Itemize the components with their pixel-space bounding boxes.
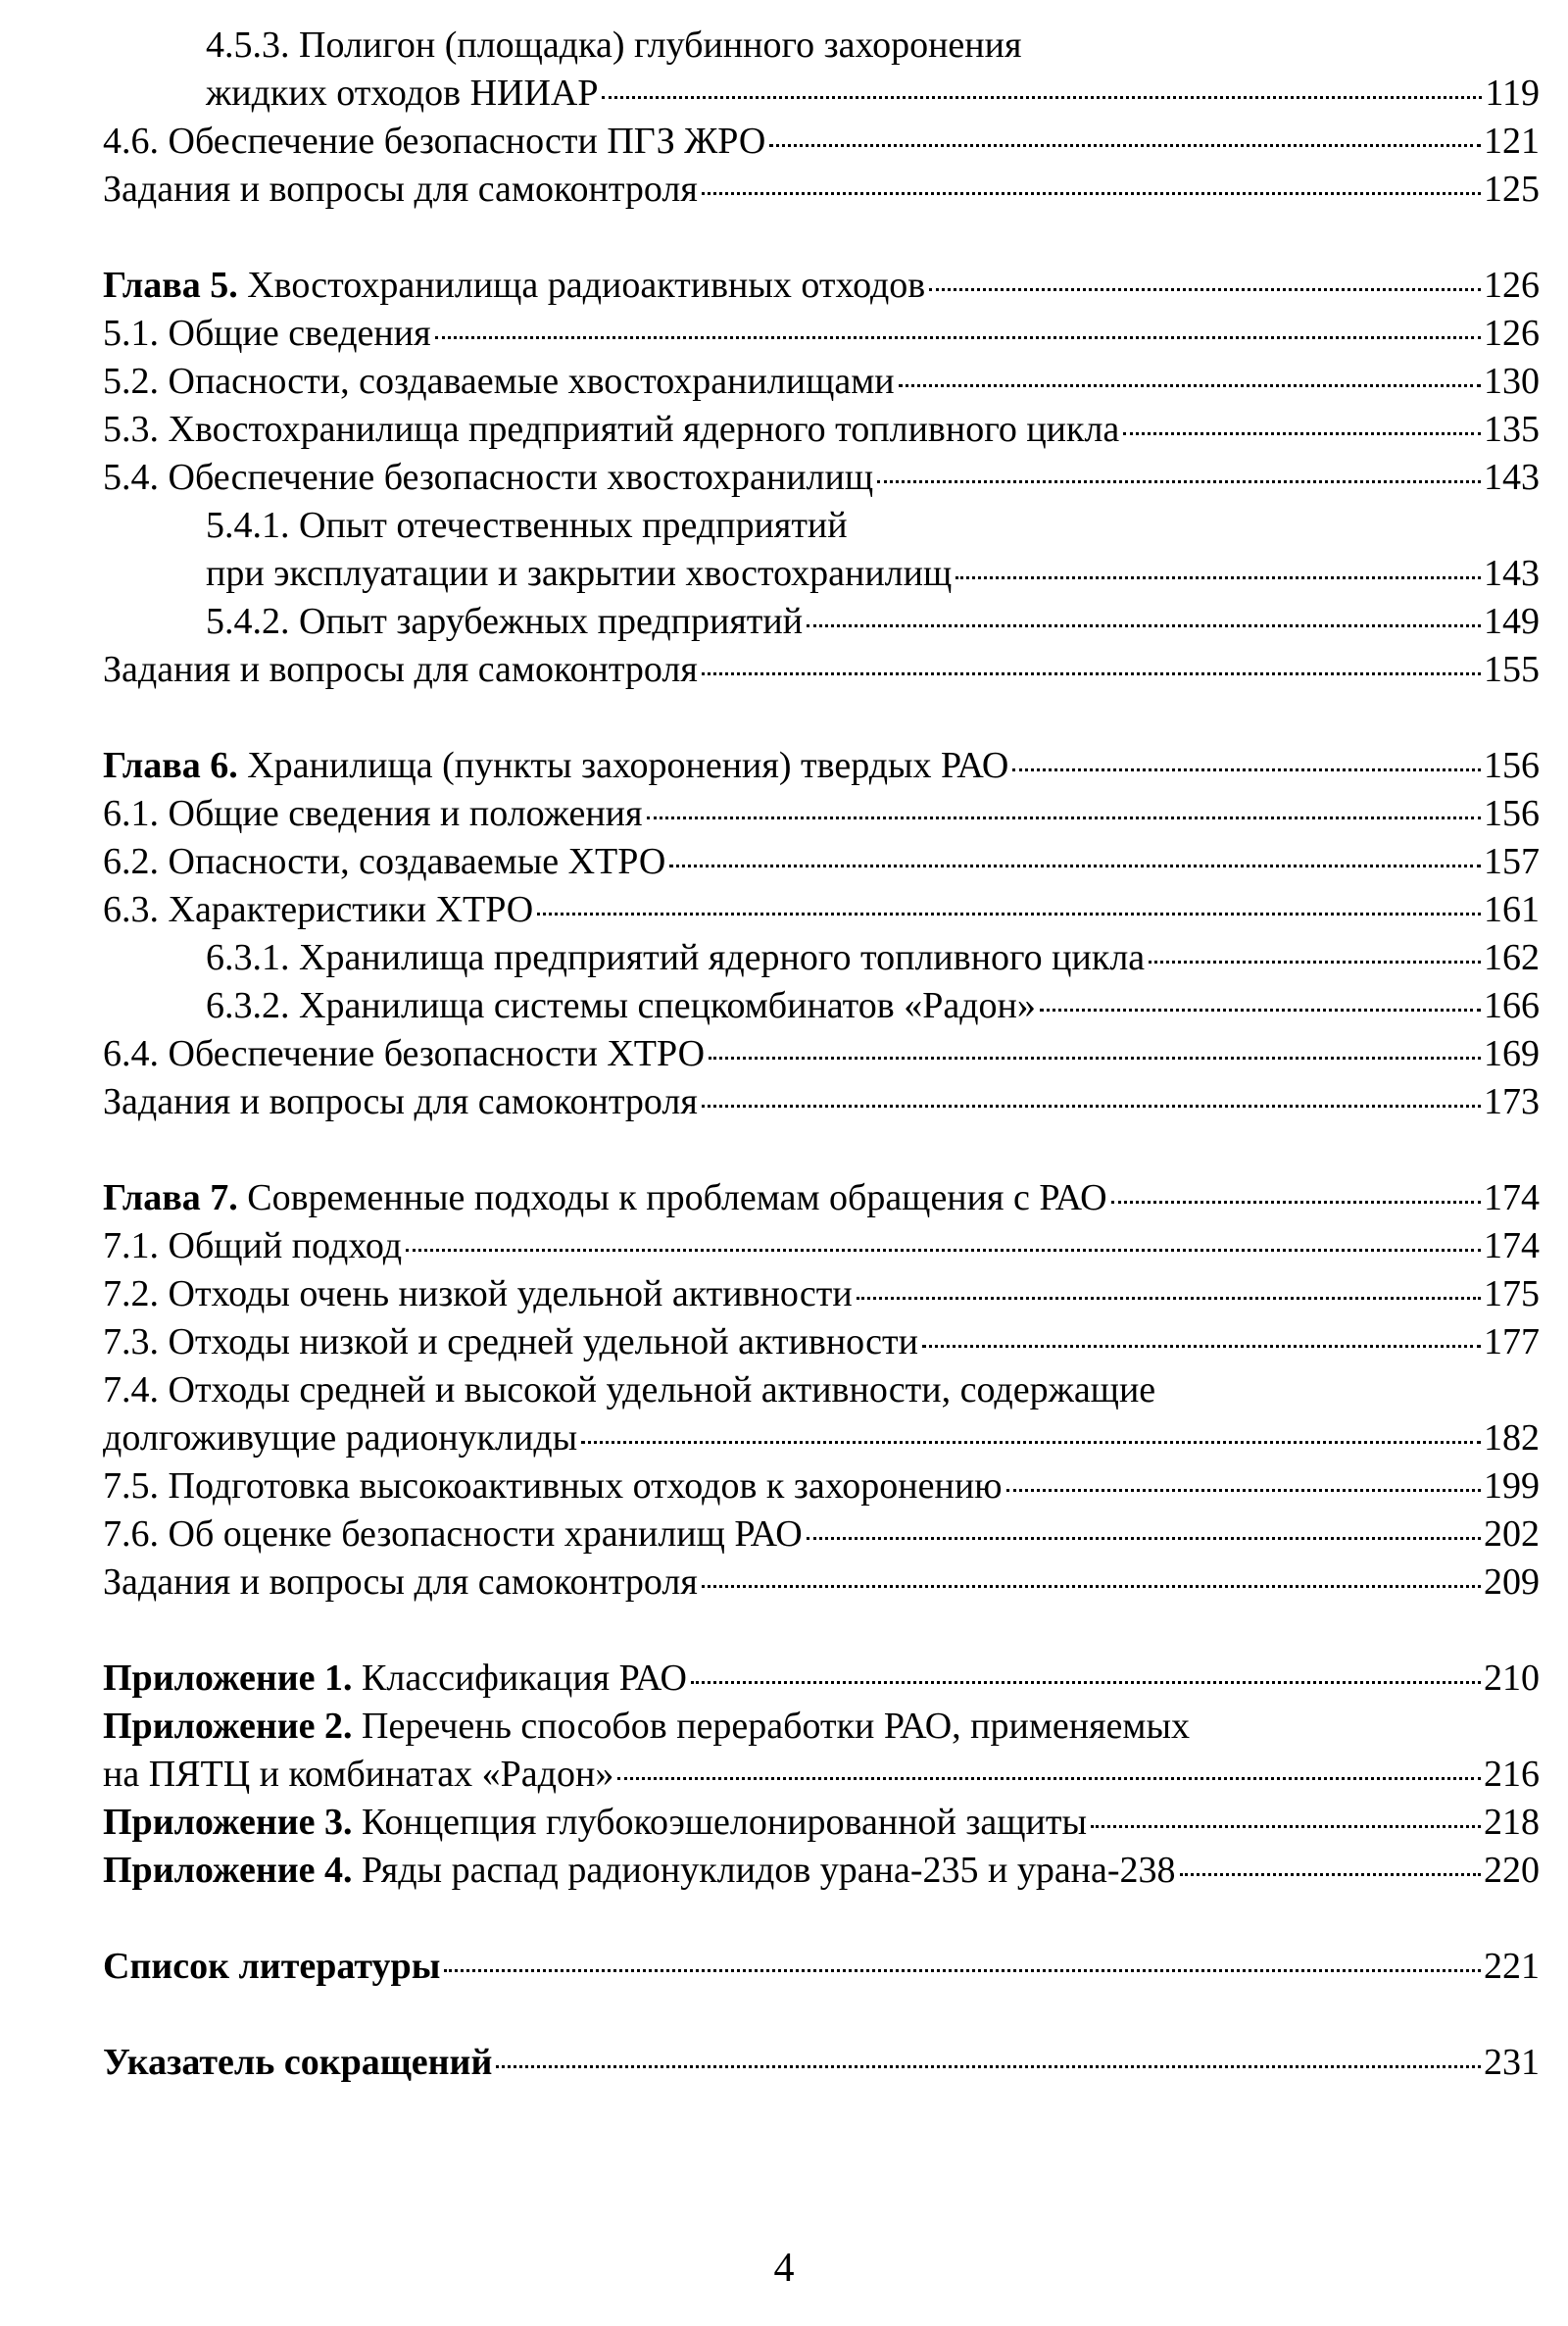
- toc-line: [103, 262, 1540, 310]
- toc-entry: [103, 1510, 1540, 1559]
- dot-leader: [709, 1057, 1481, 1060]
- toc-entry: [103, 838, 1540, 886]
- toc-entry: [103, 790, 1540, 838]
- toc-page-number: 161: [1484, 889, 1540, 930]
- toc-entry-label: Глава 5.: [103, 265, 238, 306]
- toc-entry: [103, 886, 1540, 934]
- toc-entry-title: [103, 118, 765, 166]
- toc-line: [206, 502, 1540, 550]
- toc-line: [103, 742, 1540, 790]
- toc-page-number: 149: [1484, 601, 1540, 642]
- toc-page-number: 220: [1484, 1850, 1540, 1891]
- toc-entry-text: 4.6. Обеспечение безопасности ПГЗ ЖРО: [103, 121, 766, 162]
- toc-entry-title: [103, 406, 1119, 454]
- toc-page-number: 143: [1484, 553, 1540, 594]
- dot-leader: [647, 817, 1482, 819]
- toc-entry-text: при эксплуатации и закрытии хвостохранилищ: [206, 553, 953, 594]
- toc-entry-text: 5.1. Общие сведения: [103, 313, 431, 354]
- toc-entry-label: Список литературы: [103, 1946, 441, 1987]
- toc-entry-title: [206, 70, 598, 118]
- toc-entry-text: 7.4. Отходы средней и высокой удельной активности, содержащие: [103, 1369, 1156, 1410]
- toc-entry-text: 5.4.2. Опыт зарубежных предприятий: [206, 601, 804, 642]
- toc-line: [103, 1510, 1540, 1559]
- toc-entry-text: 4.5.3. Полигон (площадка) глубинного захоронения: [206, 25, 1022, 66]
- toc-entry: [103, 934, 1540, 982]
- section-gap: [103, 694, 1540, 742]
- toc-entry-text: Концепция глубокоэшелонированной защиты: [352, 1802, 1087, 1843]
- toc-entry-title: [103, 358, 895, 406]
- toc-page-number: 143: [1484, 457, 1540, 498]
- toc-entry-text: 5.4. Обеспечение безопасности хвостохранилищ: [103, 457, 874, 498]
- section-gap: [103, 1126, 1540, 1174]
- toc-entry-title: [103, 886, 533, 934]
- toc-line: [103, 1030, 1540, 1078]
- toc-entry-text: 7.1. Общий подход: [103, 1225, 403, 1266]
- toc-entry-title: [103, 1655, 687, 1703]
- toc-page-number: 199: [1484, 1465, 1540, 1507]
- dot-leader: [1149, 961, 1481, 964]
- page-number: 4: [773, 2246, 795, 2291]
- toc-entry: [103, 1174, 1540, 1222]
- toc-page-number: 175: [1484, 1273, 1540, 1314]
- toc-entry: [103, 1559, 1540, 1607]
- toc-page-number: 202: [1484, 1513, 1540, 1555]
- toc-entry-text: Задания и вопросы для самоконтроля: [103, 169, 698, 210]
- toc-entry-text: 6.3.2. Хранилища системы спецкомбинатов «Радон»: [206, 985, 1036, 1026]
- toc-page-number: 221: [1484, 1946, 1540, 1987]
- toc-entry-title: [103, 1751, 613, 1799]
- toc-entry-label: Приложение 1.: [103, 1658, 353, 1699]
- toc-entry-text: жидких отходов НИИАР: [206, 73, 599, 114]
- toc-page-number: 126: [1484, 313, 1540, 354]
- toc-line: [103, 646, 1540, 694]
- toc-entry-title: [206, 22, 1021, 70]
- toc-entry-text: Перечень способов переработки РАО, применяемых: [352, 1706, 1190, 1747]
- toc-line: [103, 358, 1540, 406]
- toc-entry: [103, 262, 1540, 310]
- toc-entry-label: Приложение 3.: [103, 1802, 353, 1843]
- dot-leader: [807, 624, 1481, 627]
- toc-line: [103, 310, 1540, 358]
- dot-leader: [956, 576, 1481, 579]
- dot-leader: [1123, 432, 1481, 435]
- toc-line: [103, 1751, 1540, 1799]
- dot-leader: [899, 384, 1481, 387]
- toc-entry-text: 7.5. Подготовка высокоактивных отходов к захоронению: [103, 1465, 1003, 1507]
- section-gap: [103, 1895, 1540, 1943]
- toc-entry: [103, 310, 1540, 358]
- toc-entry-title: [103, 1030, 705, 1078]
- dot-leader: [1040, 1009, 1481, 1012]
- toc-line: [103, 1703, 1540, 1751]
- toc-entry: [103, 454, 1540, 502]
- toc-entry-title: [206, 934, 1145, 982]
- toc-page-number: 121: [1484, 121, 1540, 162]
- toc-page-number: 231: [1484, 2042, 1540, 2083]
- toc-page-number: 155: [1484, 649, 1540, 690]
- toc-page-number: 177: [1484, 1321, 1540, 1362]
- toc-entry-label: Глава 7.: [103, 1177, 238, 1218]
- toc-entry: [103, 1703, 1540, 1799]
- toc-line: [103, 1655, 1540, 1703]
- toc-entry-label: Приложение 4.: [103, 1850, 353, 1891]
- toc-entry-title: [103, 646, 698, 694]
- toc-entry-text: Задания и вопросы для самоконтроля: [103, 1561, 698, 1603]
- toc-line: [206, 934, 1540, 982]
- dot-leader: [1111, 1201, 1481, 1204]
- dot-leader: [1006, 1489, 1481, 1492]
- toc-line: [103, 1318, 1540, 1366]
- dot-leader: [617, 1777, 1481, 1780]
- toc-entry-title: [103, 1270, 853, 1318]
- toc-line: [206, 982, 1540, 1030]
- toc-entry-text: Ряды распад радионуклидов урана-235 и урана-238: [352, 1850, 1176, 1891]
- toc-entry-text: 7.6. Об оценке безопасности хранилищ РАО: [103, 1513, 803, 1555]
- toc-line: [103, 1943, 1540, 1991]
- toc-entry-title: [103, 1799, 1087, 1847]
- toc-entry-text: Классификация РАО: [352, 1658, 687, 1699]
- toc-entry-text: 6.2. Опасности, создаваемые ХТРО: [103, 841, 666, 882]
- dot-leader: [669, 865, 1481, 867]
- toc-entry: [103, 982, 1540, 1030]
- toc-entry: [103, 598, 1540, 646]
- toc-page-number: 209: [1484, 1561, 1540, 1603]
- toc-entry-title: [103, 1847, 1176, 1895]
- toc-entry-text: 5.3. Хвостохранилища предприятий ядерного топливного цикла: [103, 409, 1120, 450]
- toc-page-number: 216: [1484, 1754, 1540, 1795]
- toc-page-number: 130: [1484, 361, 1540, 402]
- toc-line: [103, 1174, 1540, 1222]
- toc-entry-title: [103, 454, 873, 502]
- toc-entry-title: [103, 838, 665, 886]
- toc-entry: [103, 646, 1540, 694]
- toc-entry-title: [103, 1943, 440, 1991]
- dot-leader: [435, 336, 1481, 339]
- toc-line: [206, 22, 1540, 70]
- toc-page-number: 174: [1484, 1225, 1540, 1266]
- dot-leader: [1180, 1873, 1481, 1876]
- toc-page-number: 135: [1484, 409, 1540, 450]
- toc-entry-text: Современные подходы к проблемам обращения с РАО: [237, 1177, 1107, 1218]
- toc-entry-title: [206, 502, 848, 550]
- toc-line: [206, 598, 1540, 646]
- toc-line: [103, 1559, 1540, 1607]
- dot-leader: [769, 144, 1481, 147]
- toc-entry-title: [103, 1703, 1190, 1751]
- toc-line: [103, 1414, 1540, 1462]
- toc-line: [103, 790, 1540, 838]
- toc-line: [103, 1270, 1540, 1318]
- toc-entry: [103, 2039, 1540, 2087]
- toc-line: [103, 1462, 1540, 1510]
- toc-page-number: 125: [1484, 169, 1540, 210]
- toc-entry-title: [103, 1510, 803, 1559]
- toc-entry-title: [103, 1559, 698, 1607]
- toc-page-number: 169: [1484, 1033, 1540, 1074]
- toc-line: [103, 838, 1540, 886]
- toc-page-number: 166: [1484, 985, 1540, 1026]
- toc-line: [103, 406, 1540, 454]
- dot-leader: [537, 913, 1481, 916]
- toc-entry-text: 7.2. Отходы очень низкой удельной активности: [103, 1273, 853, 1314]
- toc-line: [103, 166, 1540, 214]
- toc-entry-title: [103, 262, 925, 310]
- dot-leader: [1091, 1825, 1481, 1828]
- toc-page-number: 182: [1484, 1417, 1540, 1459]
- dot-leader: [1012, 768, 1481, 771]
- toc-entry-text: 5.4.1. Опыт отечественных предприятий: [206, 505, 848, 546]
- toc-entry: [103, 166, 1540, 214]
- dot-leader: [702, 672, 1481, 675]
- toc-entry: [103, 1799, 1540, 1847]
- dot-leader: [922, 1345, 1481, 1348]
- dot-leader: [691, 1681, 1481, 1684]
- toc-page-number: 126: [1484, 265, 1540, 306]
- toc-line: [103, 2039, 1540, 2087]
- toc-entry-label: Глава 6.: [103, 745, 238, 786]
- dot-leader: [702, 192, 1481, 195]
- toc-entry: [103, 358, 1540, 406]
- toc-entry-text: на ПЯТЦ и комбинатах «Радон»: [103, 1754, 614, 1795]
- toc-entry-title: [103, 1366, 1155, 1414]
- toc-entry-text: Хранилища (пункты захоронения) твердых РАО: [237, 745, 1009, 786]
- toc-entry: [103, 1270, 1540, 1318]
- toc-line: [206, 70, 1540, 118]
- toc-page-number: 157: [1484, 841, 1540, 882]
- dot-leader: [702, 1585, 1481, 1588]
- toc-entry-title: [103, 1414, 577, 1462]
- toc-entry: [103, 1318, 1540, 1366]
- toc-page-number: 119: [1485, 73, 1540, 114]
- toc-entry-title: [103, 1174, 1107, 1222]
- toc-entry-title: [103, 1462, 1003, 1510]
- toc-entry-title: [103, 1078, 698, 1126]
- toc-entry-text: 6.3.1. Хранилища предприятий ядерного топливного цикла: [206, 937, 1146, 978]
- toc-entry-text: долгоживущие радионуклиды: [103, 1417, 578, 1459]
- toc-line: [103, 1799, 1540, 1847]
- toc-page-number: 162: [1484, 937, 1540, 978]
- section-gap: [103, 1607, 1540, 1655]
- toc-line: [206, 550, 1540, 598]
- toc-line: [103, 886, 1540, 934]
- dot-leader: [807, 1537, 1481, 1540]
- toc-line: [103, 1847, 1540, 1895]
- dot-leader: [444, 1969, 1481, 1972]
- toc-entry-text: Задания и вопросы для самоконтроля: [103, 649, 698, 690]
- toc-entry-title: [103, 1222, 402, 1270]
- toc-page-number: 174: [1484, 1177, 1540, 1218]
- toc-line: [103, 1366, 1540, 1414]
- toc-entry-label: Указатель сокращений: [103, 2042, 493, 2083]
- toc-entry-text: 5.2. Опасности, создаваемые хвостохранилищами: [103, 361, 895, 402]
- section-gap: [103, 1991, 1540, 2039]
- dot-leader: [406, 1249, 1481, 1252]
- section-gap: [103, 214, 1540, 262]
- dot-leader: [857, 1297, 1481, 1300]
- toc-entry-title: [206, 982, 1036, 1030]
- toc-line: [103, 454, 1540, 502]
- toc-entry-title: [103, 310, 431, 358]
- toc-entry: [103, 1655, 1540, 1703]
- toc-entry-title: [206, 550, 952, 598]
- toc-entry: [103, 742, 1540, 790]
- toc-entry-text: Задания и вопросы для самоконтроля: [103, 1081, 698, 1122]
- toc-entry-text: Хвостохранилища радиоактивных отходов: [237, 265, 926, 306]
- toc-line: [103, 118, 1540, 166]
- table-of-contents: [103, 22, 1540, 2087]
- toc-page-number: 218: [1484, 1802, 1540, 1843]
- toc-entry-title: [206, 598, 803, 646]
- toc-entry-title: [103, 1318, 918, 1366]
- toc-page-number: 156: [1484, 745, 1540, 786]
- toc-entry: [103, 1078, 1540, 1126]
- toc-entry-title: [103, 790, 643, 838]
- dot-leader: [929, 288, 1481, 291]
- dot-leader: [602, 96, 1482, 99]
- toc-entry: [103, 22, 1540, 118]
- toc-entry-title: [103, 742, 1008, 790]
- toc-line: [103, 1222, 1540, 1270]
- toc-entry: [103, 118, 1540, 166]
- toc-entry-label: Приложение 2.: [103, 1706, 353, 1747]
- toc-entry-title: [103, 166, 698, 214]
- dot-leader: [877, 480, 1481, 483]
- toc-entry: [103, 1030, 1540, 1078]
- toc-entry-text: 6.1. Общие сведения и положения: [103, 793, 643, 834]
- dot-leader: [496, 2065, 1481, 2068]
- toc-entry: [103, 502, 1540, 598]
- dot-leader: [702, 1105, 1481, 1108]
- toc-entry: [103, 1847, 1540, 1895]
- toc-entry-text: 6.4. Обеспечение безопасности ХТРО: [103, 1033, 706, 1074]
- toc-entry-text: 7.3. Отходы низкой и средней удельной активности: [103, 1321, 918, 1362]
- toc-entry: [103, 406, 1540, 454]
- toc-line: [103, 1078, 1540, 1126]
- toc-page-number: 156: [1484, 793, 1540, 834]
- toc-page-number: 210: [1484, 1658, 1540, 1699]
- toc-entry-text: 6.3. Характеристики ХТРО: [103, 889, 534, 930]
- toc-entry: [103, 1366, 1540, 1462]
- toc-page-number: 173: [1484, 1081, 1540, 1122]
- toc-entry: [103, 1943, 1540, 1991]
- dot-leader: [581, 1441, 1481, 1444]
- toc-entry: [103, 1222, 1540, 1270]
- toc-entry-title: [103, 2039, 492, 2087]
- toc-entry: [103, 1462, 1540, 1510]
